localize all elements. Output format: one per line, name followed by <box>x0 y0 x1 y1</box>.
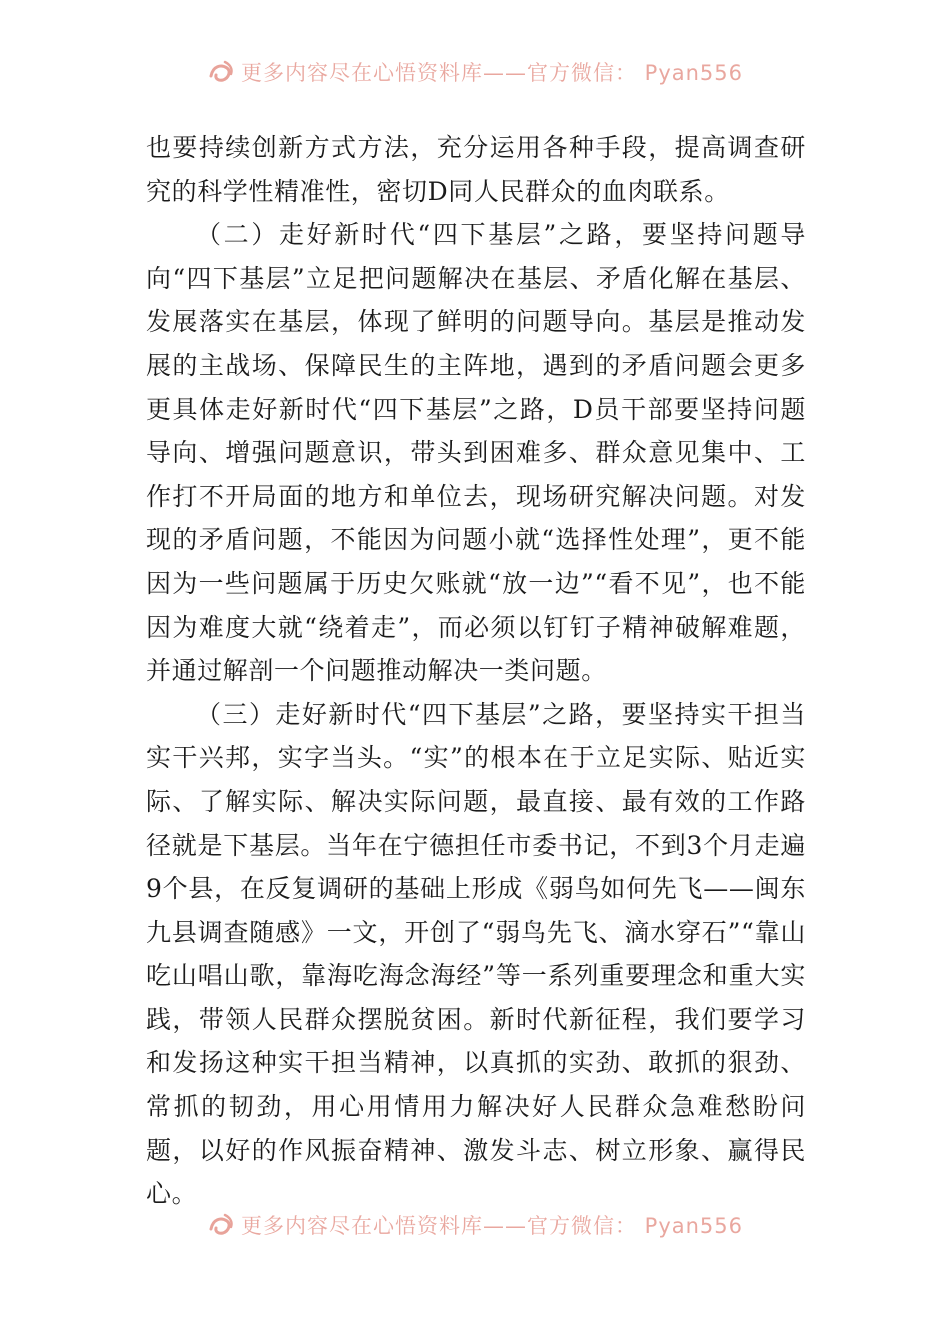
watermark-logo-icon <box>207 58 235 86</box>
paragraph-1: 也要持续创新方式方法，充分运用各种手段，提高调查研究的科学性精准性，密切D同人民群众的血肉联系。 <box>146 133 806 206</box>
watermark-text: 更多内容尽在心悟资料库——官方微信： Pyan556 <box>240 1214 744 1238</box>
watermark-logo-icon <box>207 1211 235 1239</box>
footer-watermark <box>0 1205 950 1245</box>
paragraph-2: （二）走好新时代“四下基层”之路，要坚持问题导向“四下基层”立足把问题解决在基层、矛盾化解在基层、发展落实在基层，体现了鲜明的问题导向。基层是推动发展的主战场、保障民生的主阵地，遇到的矛盾问题会更多更具体走好新时代“四下基层”之路，D员干部要坚持问题导向、增强问题意识，带头到困难多、群众意见集中、工作打不开局面的地方和单位去，现场研究解决问题。对发现的矛盾问题，不能因为问题小就“选择性处理”，更不能因为一些问题属于历史欠账就“放一边”“看不见”，也不能因为难度大就“绕着走”，而必须以钉钉子精神破解难题，并通过解剖一个问题推动解决一类问题。 <box>146 220 806 686</box>
watermark-text: 更多内容尽在心悟资料库——官方微信： Pyan556 <box>240 61 744 85</box>
paragraph-3: （三）走好新时代“四下基层”之路，要坚持实干担当实干兴邦，实字当头。“实”的根本在于立足实际、贴近实际、了解实际、解决实际问题，最直接、最有效的工作路径就是下基层。当年在宁德担任市委书记，不到3个月走遍9个县，在反复调研的基础上形成《弱鸟如何先飞——闽东九县调查随感》一文，开创了“弱鸟先飞、滴水穿石”“靠山吃山唱山歌，靠海吃海念海经”等一系列重要理念和重大实践，带领人民群众摆脱贫困。新时代新征程，我们要学习和发扬这种实干担当精神，以真抓的实劲、敢抓的狠劲、常抓的韧劲，用心用情用力解决好人民群众急难愁盼问题，以好的作风振奋精神、激发斗志、树立形象、赢得民心。 <box>146 699 806 1209</box>
document-body <box>146 126 806 1216</box>
header-watermark <box>0 52 950 92</box>
